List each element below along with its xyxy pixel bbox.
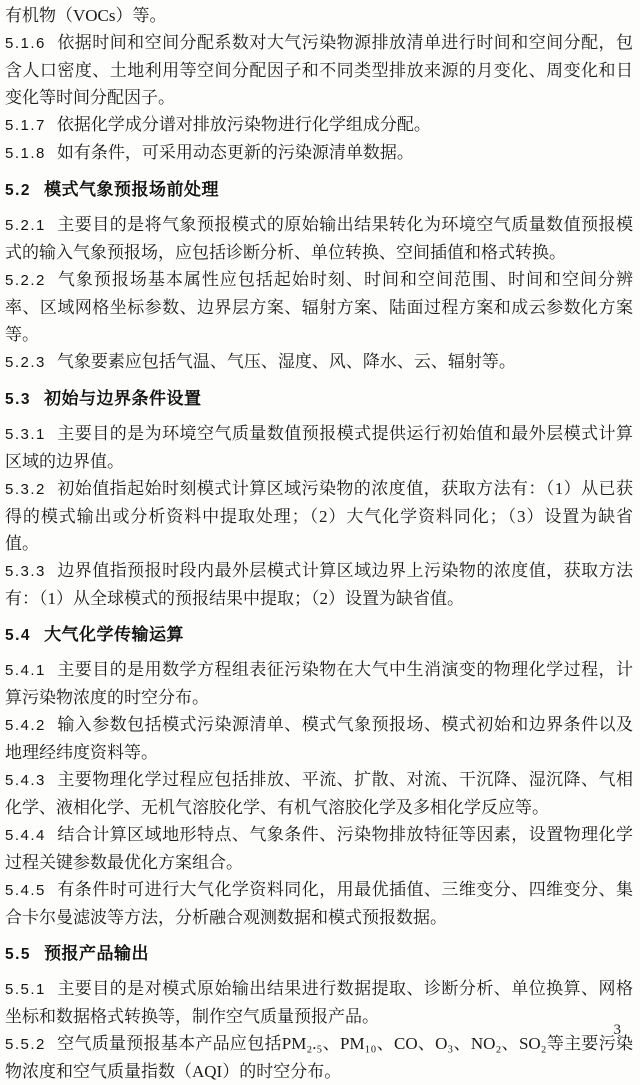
clause-number: 5.3.2 [5, 481, 46, 498]
clause-text: 结合计算区域地形特点、气象条件、污染物排放特征等因素，设置物理化学过程关键参数最优化方案组合。 [5, 825, 633, 872]
clause-text: 气象预报场基本属性应包括起始时刻、时间和空间范围、时间和空间分辨率、区域网格坐标参数、边界层方案、辐射方案、陆面过程方案和成云参数化方案等。 [5, 270, 633, 344]
clause-text: 初始值指起始时刻模式计算区域污染物的浓度值，获取方法有：（1）从已获得的模式输出或分析资料中提取处理；（2）大气化学资料同化；（3）设置为缺省值。 [5, 479, 633, 553]
heading-text: 初始与边界条件设置 [44, 389, 202, 408]
clause-number: 5.5.2 [5, 1036, 46, 1053]
clause-number: 5.2.3 [5, 354, 46, 371]
clause-number: 5.4.2 [5, 717, 46, 734]
clause-number: 5.1.6 [5, 35, 46, 52]
clause-5-1-8 [5, 139, 633, 167]
clause-number: 5.3.3 [5, 563, 46, 580]
clause-number: 5.4.4 [5, 827, 46, 844]
clause-text: 气象要素应包括气温、气压、湿度、风、降水、云、辐射等。 [56, 352, 516, 371]
clause-text: 如有条件，可采用动态更新的污染源清单数据。 [56, 143, 414, 162]
clause-5-5-2 [5, 1030, 633, 1085]
clause-text: 主要目的是为环境空气质量数值预报模式提供运行初始值和最外层模式计算区域的边界值。 [5, 424, 633, 471]
section-heading-5-2 [5, 176, 633, 204]
clause-5-3-3 [5, 557, 633, 612]
clause-text: 依据化学成分谱对排放污染物进行化学组成分配。 [56, 115, 431, 134]
clause-text: 主要物理化学过程应包括排放、平流、扩散、对流、干沉降、湿沉降、气相化学、液相化学、无机气溶胶化学、有机气溶胶化学及多相化学反应等。 [5, 770, 633, 817]
clause-5-1-6 [5, 29, 633, 111]
clause-5-3-1 [5, 420, 633, 475]
section-heading-5-3 [5, 385, 633, 413]
heading-number: 5.3 [5, 391, 32, 408]
heading-text: 大气化学传输运算 [44, 625, 185, 644]
clause-number: 5.1.8 [5, 145, 46, 162]
clause-text: 依据时间和空间分配系数对大气污染物源排放清单进行时间和空间分配，包含人口密度、土地利用等空间分配因子和不同类型排放来源的月变化、周变化和日变化等时间分配因子。 [5, 33, 633, 107]
clause-5-4-2 [5, 711, 633, 766]
heading-number: 5.2 [5, 182, 32, 199]
clause-number: 5.4.5 [5, 882, 46, 899]
heading-number: 5.5 [5, 946, 32, 963]
clause-number: 5.2.2 [5, 272, 46, 289]
clause-text: 空气质量预报基本产品应包括PM₂.₅、PM₁₀、CO、O₃、NO₂、SO₂等主要污染物浓度和空气质量指数（AQI）的时空分布。 [5, 1034, 633, 1081]
clause-5-1-7 [5, 111, 633, 139]
section-heading-5-4 [5, 621, 633, 649]
clause-number: 5.2.1 [5, 217, 46, 234]
clause-5-2-1 [5, 211, 633, 266]
paragraph-continuation [5, 2, 633, 29]
paragraph-text: 有机物（VOCs）等。 [5, 6, 167, 25]
clause-number: 5.3.1 [5, 426, 46, 443]
clause-number: 5.4.3 [5, 772, 46, 789]
clause-5-2-2 [5, 266, 633, 348]
clause-text: 有条件时可进行大气化学资料同化，用最优插值、三维变分、四维变分、集合卡尔曼滤波等方法，分析融合观测数据和模式预报数据。 [5, 880, 633, 927]
heading-number: 5.4 [5, 627, 32, 644]
clause-5-2-3 [5, 348, 633, 376]
clause-number: 5.1.7 [5, 117, 46, 134]
clause-number: 5.5.1 [5, 981, 46, 998]
clause-text: 主要目的是用数学方程组表征污染物在大气中生消演变的物理化学过程，计算污染物浓度的时空分布。 [5, 660, 633, 707]
clause-5-5-1 [5, 975, 633, 1030]
clause-5-4-3 [5, 766, 633, 821]
document-page [5, 2, 633, 1085]
clause-5-4-1 [5, 656, 633, 711]
page-number: 3 [613, 1022, 621, 1038]
clause-text: 主要目的是对模式原始输出结果进行数据提取、诊断分析、单位换算、网格坐标和数据格式转换等，制作空气质量预报产品。 [5, 979, 633, 1026]
clause-text: 边界值指预报时段内最外层模式计算区域边界上污染物的浓度值，获取方法有：（1）从全球模式的预报结果中提取；（2）设置为缺省值。 [5, 561, 633, 608]
clause-text: 主要目的是将气象预报模式的原始输出结果转化为环境空气质量数值预报模式的输入气象预报场，应包括诊断分析、单位转换、空间插值和格式转换。 [5, 215, 633, 262]
clause-5-4-5 [5, 876, 633, 931]
heading-text: 模式气象预报场前处理 [44, 180, 220, 199]
clause-number: 5.4.1 [5, 662, 46, 679]
clause-text: 输入参数包括模式污染源清单、模式气象预报场、模式初始和边界条件以及地理经纬度资料等。 [5, 715, 633, 762]
clause-5-4-4 [5, 821, 633, 876]
section-heading-5-5 [5, 940, 633, 968]
clause-5-3-2 [5, 475, 633, 557]
heading-text: 预报产品输出 [44, 944, 150, 963]
